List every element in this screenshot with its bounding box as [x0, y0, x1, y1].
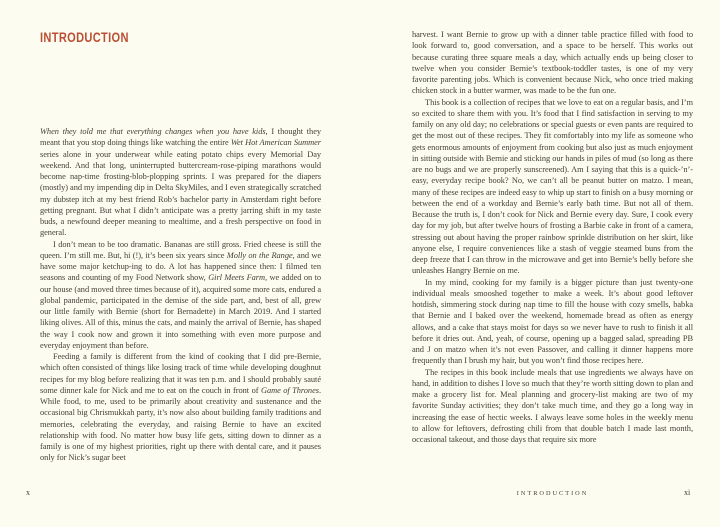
text-segment: . While food, to me, used to be primarily about creativity and sustenance and the occasional big Chrismukkah party, it’s now also about building family traditions and memories, celebrating the everyday, and raising Bernie to have an excited relationship with food. No matter how busy life gets, sitting down to dinner as a family is one of my highest priorities, right up there with dental care, and it pauses only for Nick’s sugar beet — [40, 385, 321, 463]
paragraph — [412, 367, 693, 446]
text-segment: I thought they meant that you stop doing things like watching the entire — [40, 127, 321, 148]
paragraph — [40, 126, 321, 239]
text-segment: I don’t mean to be too dramatic. Bananas are still gross. Fried cheese is still the queen. I’m still me. But, hi (!), it’s been six years since — [40, 239, 321, 260]
text-segment: Feeding a family is different from the kind of cooking that I did pre-Bernie, which often consisted of things like losing track of time while developing doughnut recipes for my blog before realizing that it was ten p.m. and I should probably sauté some dinner kale for Nick and me to eat on the couch in front of — [40, 352, 321, 395]
folio-left: x — [26, 488, 30, 497]
paragraph — [40, 351, 321, 464]
body-text-left — [40, 126, 321, 474]
text-segment: harvest. I want Bernie to grow up with a dinner table practice filled with food to look forward to, good conversation, and a space to be herself. This works out because curating three square meals a day, which actually ends up being closer to twelve when you consider Bernie’s textbook-toddler tastes, is one of my very favorite parenting jobs. Which is convenient because Nick, who once tried making chicken stock in a butter warmer, was made to be the fun one. — [412, 30, 693, 96]
italic-text-segment: Girl Meets Farm, — [208, 273, 268, 283]
text-segment: we added on to our house (and moved three times because of it), acquired some more cats, endured a global pandemic, participated in the demise of the side part, and, best of all, grew our little family with Bernie (short for Bernadette) in March 2019. And I started liking olives. All of this, minus the cats, and mainly the arrival of Bernie, has shaped the way I cook now and grown it into something with even more purpose and everyday enjoyment than before. — [40, 273, 321, 350]
text-segment: This book is a collection of recipes that we love to eat on a regular basis, and I’m so excited to share them with you. It’s food that I find satisfaction in serving to my family on any old day; no celebrations or special guests or even pants are required to get the most out of these recipes. They fit comfortably into my life as someone who gets enormous amounts of enjoyment from cooking but also just as much enjoyment in sitting outside with Bernie and sticking our hands in piles of mud (so long as there are no bugs and we are properly sunscreened). Am I saying that this is a quick-’n’-easy, everyday recipe book? No, we can’t all be peanut butter on matzo. I mean, many of these recipes are indeed easy to whip up start to finish on a busy morning or between the end of a workday and Bernie’s early bath time. But not all of them. Because the truth is, I don’t cook for Nick and Bernie every day. Sure, I cook every day for my job, but after twelve hours of frosting a Barbie cake in front of a camera, stressing out about having the proper rainbow sprinkle distribution on her skirt, like anyone else, I require conveniences like a stash of veggie steamed buns from the deep freeze that I can throw in the microwave and get into Bernie’s belly before she unleashes Hangry Bernie on me. — [412, 97, 693, 276]
chapter-heading: INTRODUCTION — [40, 30, 129, 45]
folio-right: xi — [684, 488, 691, 497]
paragraph — [412, 97, 693, 277]
text-segment: series alone in your underwear while eating potato chips every Memorial Day weekend. And that long, uninterrupted buttercream-rose-piping marathons would become nap-time frosting-blob-plopping sprints. I was prepared for the diapers (mostly) and my impending dip in Delta SkyMiles, and I even strategically scratched my dubstep itch at my best friend Rob’s bachelor party in Amsterdam right before getting pregnant. But what I didn’t anticipate was a pretty jarring shift in my taste buds, a newfound deeper meaning to mealtime, and a fresh perspective on food in general. — [40, 149, 321, 238]
italic-text-segment: When they told me that everything changes when you have kids, — [40, 127, 268, 136]
text-segment: The recipes in this book include meals that use ingredients we always have on hand, in addition to dishes I love so much that they’re worth sitting down to plan and make a grocery list for. Meal planning and grocery-list making are two of my favorite Sunday activities; they don’t take much time, and they go a long way in increasing the ease of hectic weeks. I always leave some holes in the weekly menu to allow for leftovers, defrosting chili from that double batch I made last month, occasional takeout, and those days that require six more — [412, 367, 693, 444]
paragraph — [412, 29, 693, 97]
paragraph — [40, 239, 321, 352]
body-text-right — [412, 29, 693, 481]
paragraph — [412, 277, 693, 367]
italic-text-segment: Molly on the Range, — [226, 250, 295, 260]
running-footer: INTRODUCTION — [516, 490, 589, 497]
italic-text-segment: Game of Thrones — [260, 385, 319, 395]
text-segment: and we have some major ketchup-ing to do. A lot has happened since then: I filmed ten seasons and counting of my Food Network show, — [40, 250, 321, 283]
italic-text-segment: Wet Hot American Summer — [230, 138, 321, 148]
text-segment: In my mind, cooking for my family is a bigger picture than just twenty-one individual meals smooshed together to make a week. It’s about good leftover hotdish, simmering stock during nap time to fill the house with cozy smells, babka that Bernie and I baked over the weekend, homemade bread as often as energy allows, and a cake that stays moist for days so we never have to rush to finish it all before it dries out. And, yeah, of course, opening up a bagged salad, spreading PB and J on matzo when it’s not even Passover, and calling it dinner happens more frequently than I brush my hair, but you won’t find those recipes here. — [412, 277, 693, 366]
